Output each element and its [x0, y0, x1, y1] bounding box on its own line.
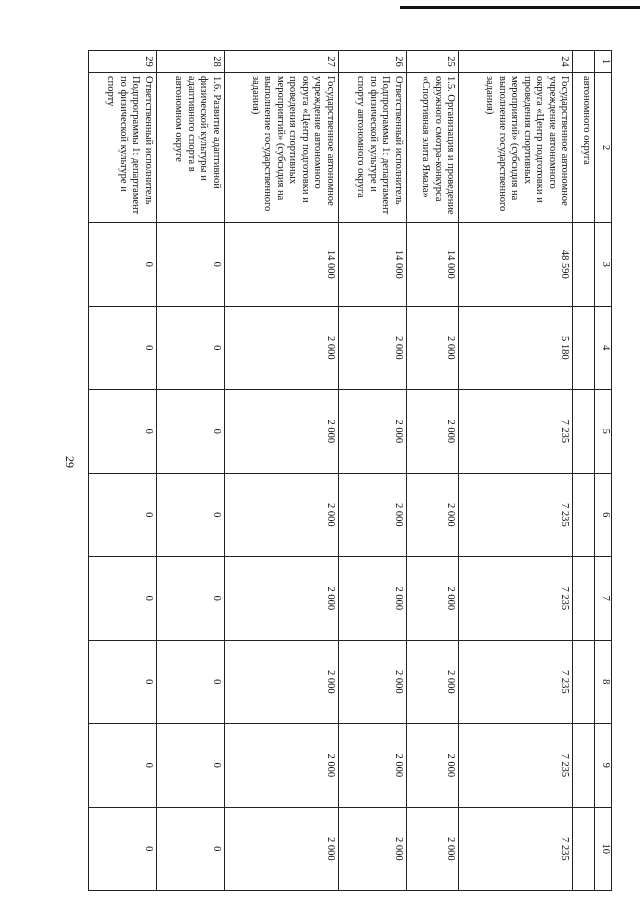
value-cell: 7 235 — [459, 724, 573, 808]
row-description: Ответственный исполнитель Подпрограммы 1: департамент по физической культуре и спорту — [89, 73, 157, 223]
row-number — [573, 51, 595, 73]
value-cell: 0 — [156, 640, 224, 724]
value-cell: 2 000 — [406, 390, 458, 474]
value-cell: 0 — [156, 807, 224, 891]
value-cell — [573, 557, 595, 641]
value-cell: 2 000 — [406, 306, 458, 390]
value-cell — [573, 223, 595, 307]
header-cell: 3 — [595, 223, 612, 307]
value-cell: 0 — [156, 724, 224, 808]
page-number: 29 — [63, 456, 77, 468]
header-cell: 9 — [595, 724, 612, 808]
value-cell: 7 235 — [459, 473, 573, 557]
value-cell: 0 — [89, 306, 157, 390]
value-cell — [573, 306, 595, 390]
value-cell: 2 000 — [406, 557, 458, 641]
value-cell: 0 — [89, 557, 157, 641]
row-description: Ответственный исполнитель Подпрограммы 1: департамент по физической культуре и спорту автономного округа — [338, 73, 406, 223]
value-cell: 0 — [89, 223, 157, 307]
value-cell: 2 000 — [338, 390, 406, 474]
value-cell: 0 — [156, 306, 224, 390]
budget-table — [88, 50, 612, 891]
header-cell: 5 — [595, 390, 612, 474]
value-cell: 2 000 — [406, 640, 458, 724]
value-cell: 0 — [89, 640, 157, 724]
value-cell: 14 000 — [224, 223, 338, 307]
value-cell: 2 000 — [338, 807, 406, 891]
value-cell: 48 590 — [459, 223, 573, 307]
table-row — [406, 51, 458, 891]
value-cell: 0 — [89, 473, 157, 557]
table-container — [88, 50, 612, 890]
value-cell — [573, 390, 595, 474]
value-cell: 5 180 — [459, 306, 573, 390]
value-cell: 0 — [89, 724, 157, 808]
value-cell: 2 000 — [338, 640, 406, 724]
header-cell: 2 — [595, 73, 612, 223]
value-cell: 2 000 — [224, 807, 338, 891]
value-cell: 2 000 — [406, 807, 458, 891]
value-cell: 7 235 — [459, 557, 573, 641]
header-cell: 6 — [595, 473, 612, 557]
value-cell: 2 000 — [338, 724, 406, 808]
row-number: 28 — [156, 51, 224, 73]
value-cell: 2 000 — [406, 473, 458, 557]
table-row — [573, 51, 595, 891]
header-cell: 10 — [595, 807, 612, 891]
table-row — [224, 51, 338, 891]
value-cell: 7 235 — [459, 640, 573, 724]
value-cell: 2 000 — [224, 306, 338, 390]
value-cell: 0 — [89, 390, 157, 474]
value-cell: 0 — [156, 223, 224, 307]
row-number: 25 — [406, 51, 458, 73]
top-rule — [400, 6, 640, 9]
value-cell — [573, 724, 595, 808]
table-row — [459, 51, 573, 891]
row-number: 24 — [459, 51, 573, 73]
row-number: 26 — [338, 51, 406, 73]
row-description: 1.5. Организация и проведение окружного смотра-конкурса «Спортивная элита Ямала» — [406, 73, 458, 223]
value-cell: 2 000 — [224, 473, 338, 557]
value-cell: 2 000 — [224, 390, 338, 474]
header-cell: 8 — [595, 640, 612, 724]
value-cell — [573, 807, 595, 891]
value-cell: 2 000 — [406, 724, 458, 808]
header-cell: 1 — [595, 51, 612, 73]
row-description: Государственное автономное учреждение автономного округа «Центр подготовки и проведения спортивных мероприятий» (субсидия на выполнение государственного задания) — [224, 73, 338, 223]
table-row — [89, 51, 157, 891]
table-row — [156, 51, 224, 891]
value-cell: 2 000 — [224, 640, 338, 724]
value-cell: 2 000 — [338, 473, 406, 557]
row-description: автономного округа — [573, 73, 595, 223]
header-cell: 7 — [595, 557, 612, 641]
row-description: Государственное автономное учреждение автономного округа «Центр подготовки и проведения спортивных мероприятий» (субсидия на выполнение государственного задания) — [459, 73, 573, 223]
value-cell: 2 000 — [224, 557, 338, 641]
value-cell: 0 — [89, 807, 157, 891]
value-cell — [573, 473, 595, 557]
value-cell — [573, 640, 595, 724]
value-cell: 7 235 — [459, 807, 573, 891]
value-cell: 14 000 — [406, 223, 458, 307]
header-cell: 4 — [595, 306, 612, 390]
header-row — [595, 51, 612, 891]
table-row — [338, 51, 406, 891]
value-cell: 2 000 — [338, 306, 406, 390]
rotated-table-frame — [88, 50, 612, 890]
value-cell: 0 — [156, 473, 224, 557]
value-cell: 0 — [156, 390, 224, 474]
value-cell: 2 000 — [224, 724, 338, 808]
value-cell: 14 000 — [338, 223, 406, 307]
value-cell: 2 000 — [338, 557, 406, 641]
value-cell: 7 235 — [459, 390, 573, 474]
row-number: 29 — [89, 51, 157, 73]
row-number: 27 — [224, 51, 338, 73]
value-cell: 0 — [156, 557, 224, 641]
row-description: 1.6. Развитие адаптивной физической культуры и адаптивного спорта в автономном округе — [156, 73, 224, 223]
